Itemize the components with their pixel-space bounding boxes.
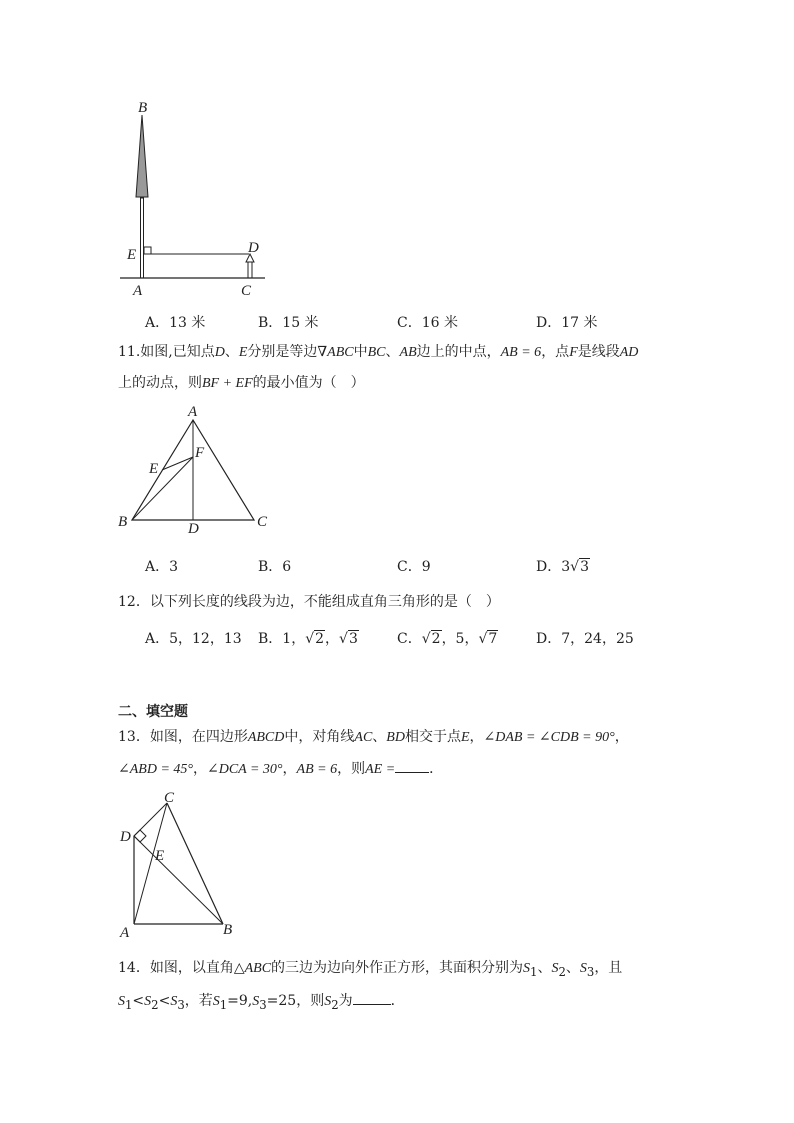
q11-option-d-radicand: 3	[580, 559, 589, 575]
section-title: 二、填空题	[118, 704, 188, 720]
q13-var-E: E	[460, 730, 470, 745]
q14-l2-S2b-sub: 2	[331, 997, 339, 1012]
q11-option-d-prefix: D．3	[536, 559, 571, 575]
q11-var-AB: AB	[399, 345, 417, 360]
q13-angle-abd: ∠ABD = 45°	[118, 762, 193, 777]
q11-text-b: 分别是等边	[247, 344, 318, 360]
label-F: F	[195, 445, 205, 461]
label-A: A	[133, 283, 143, 299]
q14-l2-S1: S	[118, 994, 125, 1009]
q13-var-ABCD: ABCD	[247, 730, 285, 745]
q14-S2-sub: 2	[558, 964, 566, 979]
q14-l2-S3b: S	[252, 994, 260, 1009]
q10-option-b[interactable]: B．15 米	[258, 315, 319, 331]
q11-text-d: 边上的中点，	[416, 344, 501, 360]
q12-option-b-rad1	[314, 631, 325, 647]
q13-var-AC: AC	[354, 730, 373, 745]
q12-option-b-radicand2: 3	[348, 631, 358, 647]
q13-sep-d: ，	[282, 761, 297, 777]
q14-l2-S3b-sub: 3	[259, 997, 267, 1012]
segment-DB	[134, 836, 223, 924]
pole-CD	[248, 261, 252, 278]
q13-text-e: ，	[614, 729, 629, 745]
q14-l2-S1-sub: 1	[125, 997, 133, 1012]
q12-option-b-rad2	[348, 631, 359, 647]
label-C: C	[257, 514, 268, 530]
label-D: D	[248, 240, 259, 256]
q14-l2-S1b: S	[212, 994, 220, 1009]
q12-option-c-mid: ，5，	[441, 631, 479, 647]
tree-trunk	[141, 198, 144, 278]
q13-text-c: 相交于点	[404, 729, 461, 745]
q11-text: 如图,已知点	[140, 344, 215, 360]
q14-l2-S2-sub: 2	[151, 997, 159, 1012]
label-B: B	[138, 100, 148, 116]
q12-option-c-radicand2: 7	[488, 631, 498, 647]
q10-option-d[interactable]: D．17 米	[536, 315, 598, 331]
label-C: C	[241, 283, 252, 299]
q11-number: 11.	[118, 344, 141, 360]
q13-text-a: 13．如图，在四边形	[118, 729, 248, 745]
label-C: C	[164, 790, 175, 806]
q14-S2: S	[551, 961, 559, 976]
q13-angles: ∠DAB = ∠CDB = 90°	[483, 730, 615, 745]
q14-l2-S1b-sub: 1	[219, 997, 228, 1012]
q11-text-h: 的最小值为（ ）	[252, 375, 365, 391]
label-B: B	[118, 514, 128, 530]
q14-text-d: ，若	[184, 993, 213, 1009]
q12-option-d[interactable]: D．7，24，25	[536, 631, 634, 647]
label-D: D	[188, 521, 199, 537]
q13-end: ．	[429, 761, 444, 777]
q13-ab-eq: AB = 6	[296, 762, 338, 777]
q13-text-f: ，则	[337, 761, 366, 777]
q11-expr: BF + EF	[202, 376, 253, 391]
q11-sep1: 、	[224, 344, 239, 360]
q14-l2-S3: S	[170, 994, 178, 1009]
q11-figure	[115, 400, 275, 540]
q11-var-AD: AD	[619, 345, 639, 360]
q12-option-a[interactable]: A．5，12，13	[145, 631, 242, 647]
segment-BF	[132, 457, 193, 520]
segment-CB	[167, 803, 223, 924]
q13-line2	[118, 758, 443, 780]
q14-sep2: 、	[565, 960, 580, 976]
q13-sep-b: ，	[193, 761, 207, 777]
q12-option-b[interactable]: B．1，√2，√3	[258, 631, 358, 647]
q11-text-f: 是线段	[577, 344, 620, 360]
q14-l2-S3-sub: 3	[177, 997, 185, 1012]
q13-sep: 、	[372, 729, 387, 745]
q11-option-d-radical	[579, 559, 590, 575]
q12-option-b-sep: ，	[325, 631, 340, 647]
tree-crown	[136, 115, 148, 197]
q10-figure	[115, 95, 275, 300]
q11-line2	[118, 373, 365, 394]
q10-option-a[interactable]: A．13 米	[145, 315, 206, 331]
q11-ab-eq: AB = 6	[500, 345, 542, 360]
q14-text-c: ，且	[594, 960, 623, 976]
q12-option-c-radicand1: 2	[431, 631, 441, 647]
q12-option-b-radicand1: 2	[315, 631, 325, 647]
q14-text-a: 14．如图，以直角	[118, 960, 234, 976]
q14-line2	[118, 990, 405, 1015]
q12-option-c-rad1	[431, 631, 442, 647]
q10-option-c[interactable]: C．16 米	[397, 315, 458, 331]
q14-eq25: =25	[266, 993, 297, 1009]
q12-option-c-prefix: C．	[397, 631, 422, 647]
q14-eq9: =9,	[227, 993, 253, 1009]
q14-l2-S2b: S	[324, 994, 332, 1009]
label-B: B	[223, 922, 233, 938]
q11-option-a[interactable]: A．3	[145, 559, 179, 575]
q12-option-c-rad2	[487, 631, 498, 647]
q13-text-d: ，	[469, 729, 484, 745]
q14-answer-blank[interactable]	[353, 990, 391, 1005]
q14-sep1: 、	[537, 960, 552, 976]
q11-sep2: 、	[385, 344, 400, 360]
q13-line1	[118, 727, 629, 748]
right-angle-mark-D	[134, 830, 146, 842]
q13-ae-eq: AE =	[365, 762, 396, 777]
q11-text-c: 中	[353, 344, 368, 360]
q11-var-E: E	[238, 345, 248, 360]
q12-text: 12．以下列长度的线段为边，不能组成直角三角形的是（ ）	[118, 594, 500, 610]
q14-triangle: △ABC	[233, 961, 272, 976]
q14-S3: S	[579, 961, 587, 976]
label-A: A	[188, 404, 198, 420]
q14-S3-sub: 3	[586, 964, 595, 979]
q11-var-D: D	[214, 345, 225, 360]
label-E: E	[155, 848, 165, 864]
q14-l2-S2: S	[144, 994, 152, 1009]
q11-text-g: 上的动点，则	[118, 375, 202, 391]
q14-S1-sub: 1	[530, 964, 538, 979]
label-E: E	[127, 247, 137, 263]
q14-end: ．	[390, 993, 405, 1009]
label-E: E	[149, 461, 159, 477]
q11-text-e: ，点	[541, 344, 570, 360]
q13-text-b: 中，对角线	[284, 729, 355, 745]
q12-option-c[interactable]: C．√2，5，√7	[397, 631, 498, 647]
q11-var-BC: BC	[367, 345, 386, 360]
q13-figure	[115, 788, 245, 943]
q14-line1	[118, 958, 622, 982]
q14-lt1: <	[132, 993, 145, 1009]
q13-angle-dca: ∠DCA = 30°	[207, 762, 283, 777]
q11-triangle: ∇ABC	[317, 345, 354, 360]
right-angle-mark-E	[144, 247, 151, 254]
q11-var-F: F	[569, 345, 578, 360]
q14-text-i: ，则	[296, 993, 325, 1009]
q11-option-c[interactable]: C．9	[397, 559, 431, 575]
q14-text-b: 的三边为边向外作正方形，其面积分别为	[271, 960, 524, 976]
label-A: A	[120, 925, 130, 941]
q13-var-BD: BD	[386, 730, 405, 745]
q11-option-b[interactable]: B．6	[258, 559, 292, 575]
q14-lt2: <	[158, 993, 171, 1009]
q12-option-b-prefix: B．1，	[258, 631, 306, 647]
q13-answer-blank[interactable]	[395, 758, 429, 773]
q14-text-k: 为	[338, 993, 353, 1009]
label-D: D	[120, 829, 131, 845]
q11-line1	[118, 342, 638, 363]
q14-S1: S	[523, 961, 531, 976]
q11-option-d[interactable]: D．3√3	[536, 559, 589, 575]
